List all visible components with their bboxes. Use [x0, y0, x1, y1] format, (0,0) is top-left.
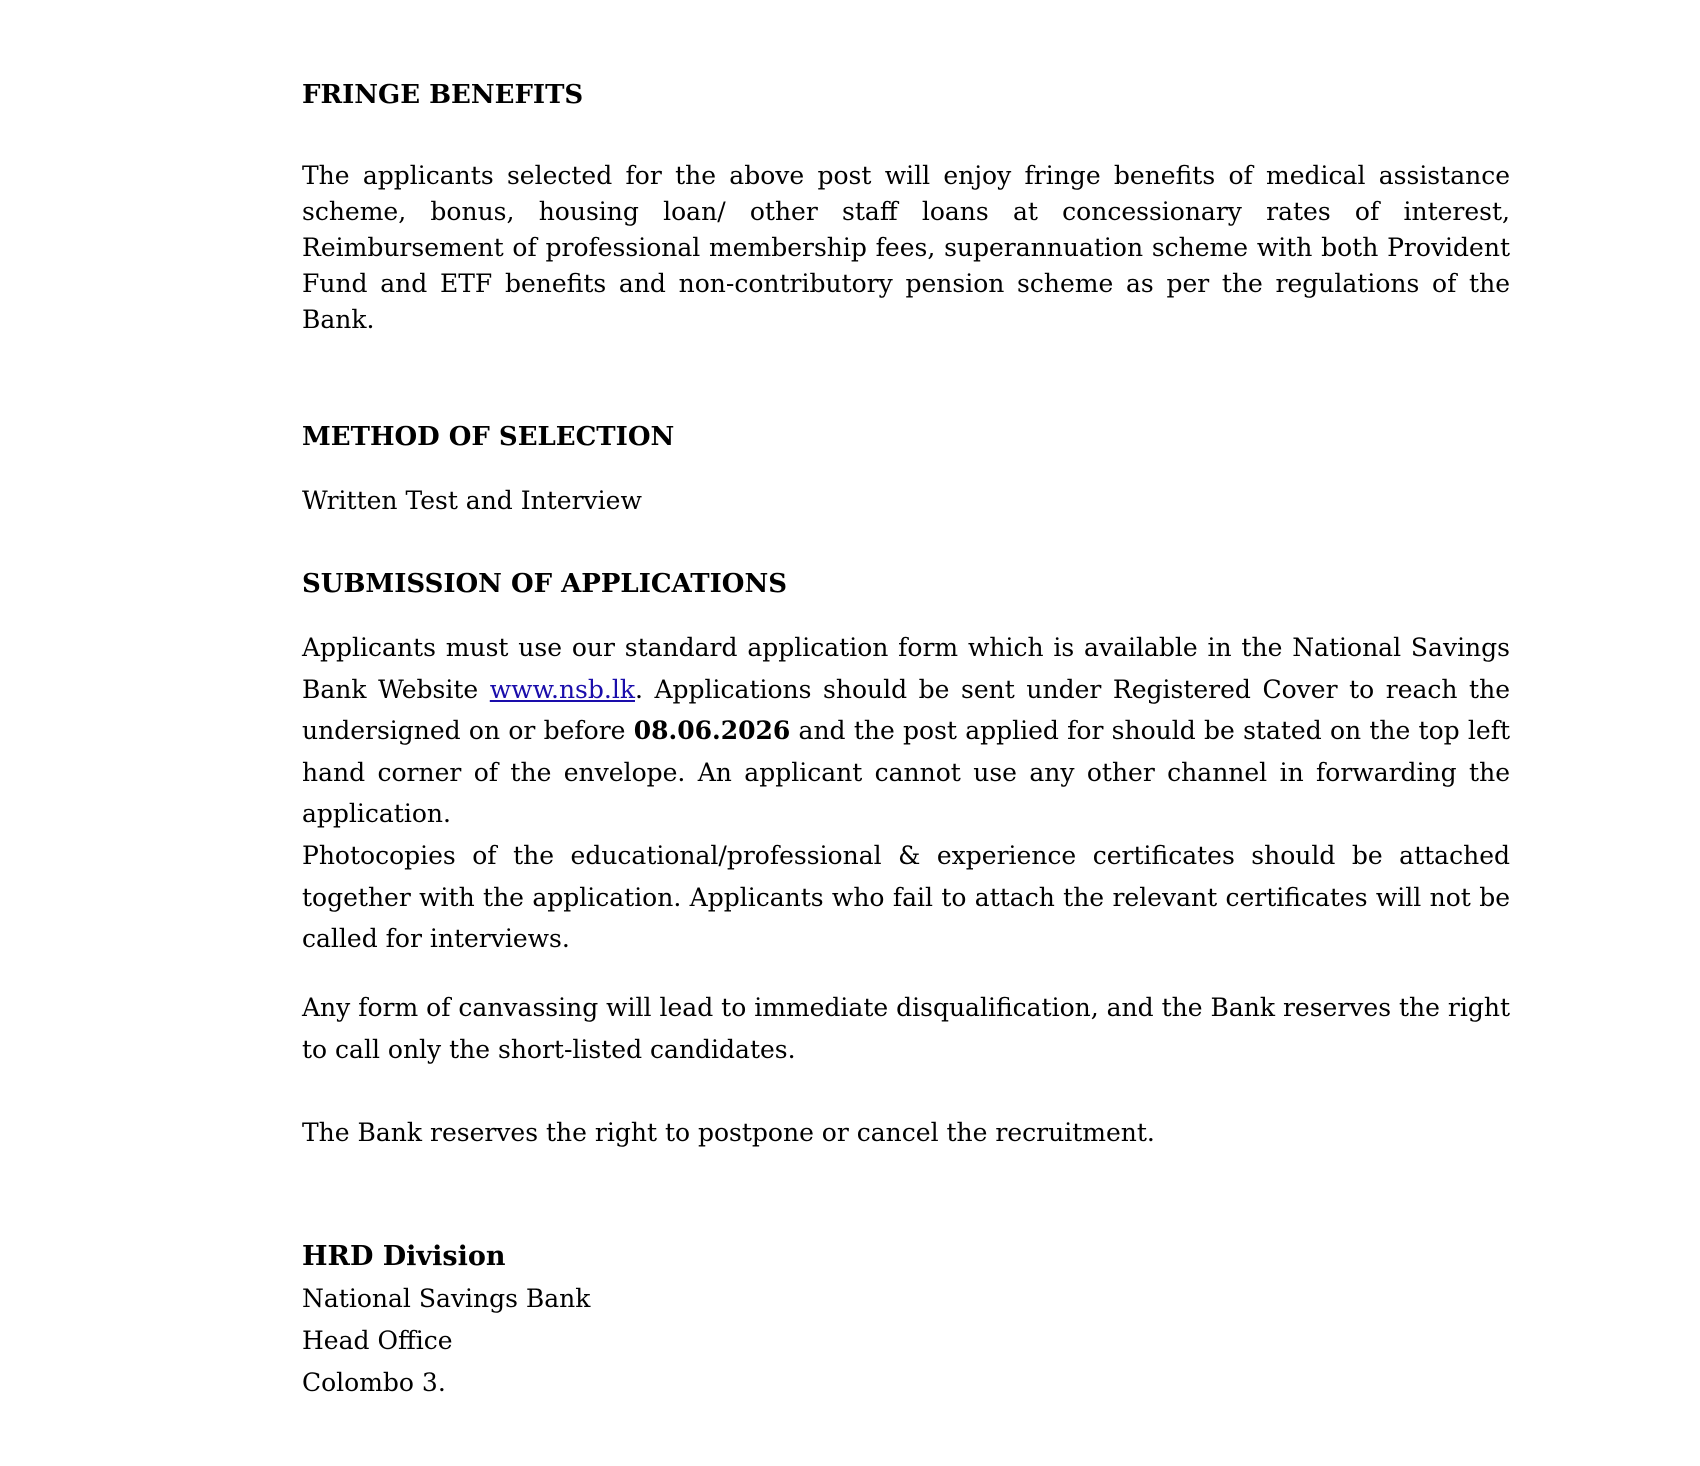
fringe-benefits-heading: FRINGE BENEFITS [302, 80, 584, 110]
signature-office: Head Office [302, 1326, 453, 1355]
signature-bank-name: National Savings Bank [302, 1284, 591, 1313]
submission-heading: SUBMISSION OF APPLICATIONS [302, 569, 787, 599]
postpone-paragraph: The Bank reserves the right to postpone or cancel the recruitment. [302, 1118, 1155, 1147]
canvassing-paragraph: Any form of canvassing will lead to immediate disqualification, and the Bank reserves the right to call only the short-listed candidates. [302, 993, 1510, 1064]
submission-text-part1: Applicants must use our standard application form which is available in the National Savings Bank Website [302, 633, 1510, 704]
signature-block [302, 1236, 590, 1404]
method-of-selection-heading: METHOD OF SELECTION [302, 422, 675, 452]
deadline-date: 08.06.2026 [633, 716, 791, 745]
signature-city: Colombo 3. [302, 1368, 446, 1397]
submission-paragraph-1 [302, 627, 1510, 835]
submission-text-part2: . Applications should be sent under Registered Cover to reach the undersigned on or before [302, 674, 1510, 745]
nsb-website-link[interactable]: www.nsb.lk [489, 674, 635, 704]
method-of-selection-text: Written Test and Interview [302, 486, 642, 515]
submission-text-part3: and the post applied for should be stated on the top left hand corner of the envelope. An applicant cannot use any other channel in forwarding the application. [302, 716, 1511, 828]
fringe-benefits-text: The applicants selected for the above post will enjoy fringe benefits of medical assistance scheme, bonus, housing loan/ other staff loans at concessionary rates of interest, Reimbursement of professional membership fees, superannuation scheme with both Provident Fund and ETF benefits and non-contributory pension scheme as per the regulations of the Bank. [302, 161, 1510, 334]
signature-division: HRD Division [302, 1241, 506, 1272]
submission-paragraph-2: Photocopies of the educational/professional & experience certificates should be attached together with the application. Applicants who fail to attach the relevant certificates will not be called for interviews. [302, 841, 1510, 953]
